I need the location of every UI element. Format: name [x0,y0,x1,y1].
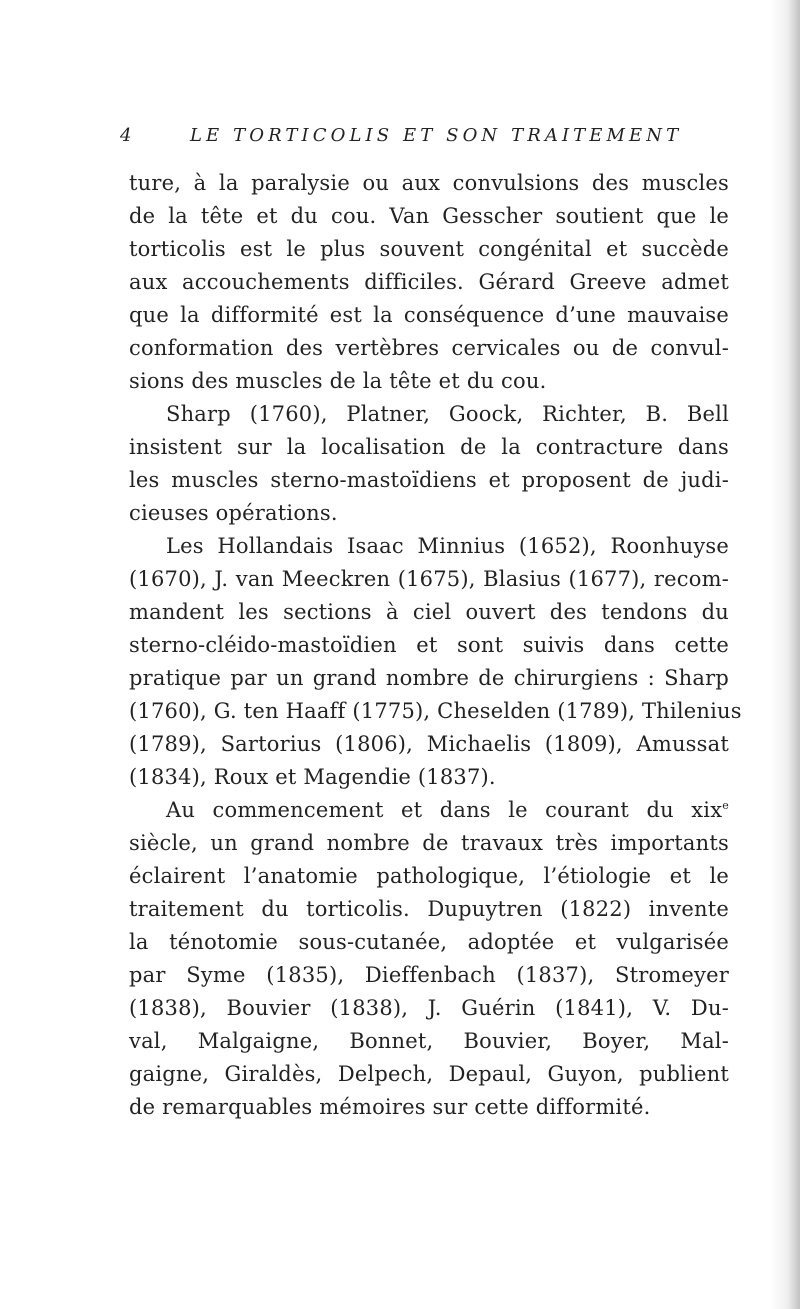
text-line [129,794,729,827]
text-line: (1760), G. ten Haaff (1775), Cheselden (1789), Thilenius [129,699,742,723]
text-line: la ténotomie sous-cutanée, adoptée et vulgarisée [129,930,729,954]
page-header [120,124,740,150]
page-edge-shadow [788,0,800,1309]
text-line: que la difformité est la conséquence d’une mauvaise [129,303,729,327]
text-line: gaigne, Giraldès, Delpech, Depaul, Guyon, publient [129,1062,729,1086]
text-line: (1838), Bouvier (1838), J. Guérin (1841), V. Du- [129,996,729,1020]
running-title: LE TORTICOLIS ET SON TRAITEMENT [190,125,683,146]
text-line: torticolis est le plus souvent congénital et succède [129,237,729,261]
superscript-e: e [722,799,729,812]
text-line: cieuses opérations. [129,501,338,525]
text-line: (1670), J. van Meeckren (1675), Blasius (1677), recom- [129,567,729,591]
text-line: (1834), Roux et Magendie (1837). [129,765,496,789]
text-line: mandent les sections à ciel ouvert des tendons du [129,600,729,624]
text-line: conformation des vertèbres cervicales ou de convul- [129,336,729,360]
text-line: aux accouchements difficiles. Gérard Greeve admet [129,270,729,294]
text-line: insistent sur la localisation de la contracture dans [129,435,729,459]
body-text [129,167,742,1124]
text-line: (1789), Sartorius (1806), Michaelis (1809), Amussat [129,732,729,756]
page-number: 4 [120,125,132,146]
text-line: par Syme (1835), Dieffenbach (1837), Stromeyer [129,963,729,987]
text-line: val, Malgaigne, Bonnet, Bouvier, Boyer, Mal- [129,1029,729,1053]
text-line: de remarquables mémoires sur cette difformité. [129,1095,651,1119]
text-line: Sharp (1760), Platner, Goock, Richter, B. Bell [166,402,729,426]
text-line: pratique par un grand nombre de chirurgiens : Sharp [129,666,729,690]
text-line-content: Au commencement et dans le courant du xix [166,798,723,822]
text-line: sions des muscles de la tête et du cou. [129,369,547,393]
text-line: éclairent l’anatomie pathologique, l’étiologie et le [129,864,729,888]
text-line: ture, à la paralysie ou aux convulsions des muscles [129,171,729,195]
text-line: sterno-cléido-mastoïdien et sont suivis dans cette [129,633,729,657]
text-line: siècle, un grand nombre de travaux très importants [129,831,729,855]
text-line: de la tête et du cou. Van Gesscher soutient que le [129,204,729,228]
text-line: les muscles sterno-mastoïdiens et proposent de judi- [129,468,729,492]
text-line: traitement du torticolis. Dupuytren (1822) invente [129,897,729,921]
text-line: Les Hollandais Isaac Minnius (1652), Roonhuyse [166,534,729,558]
